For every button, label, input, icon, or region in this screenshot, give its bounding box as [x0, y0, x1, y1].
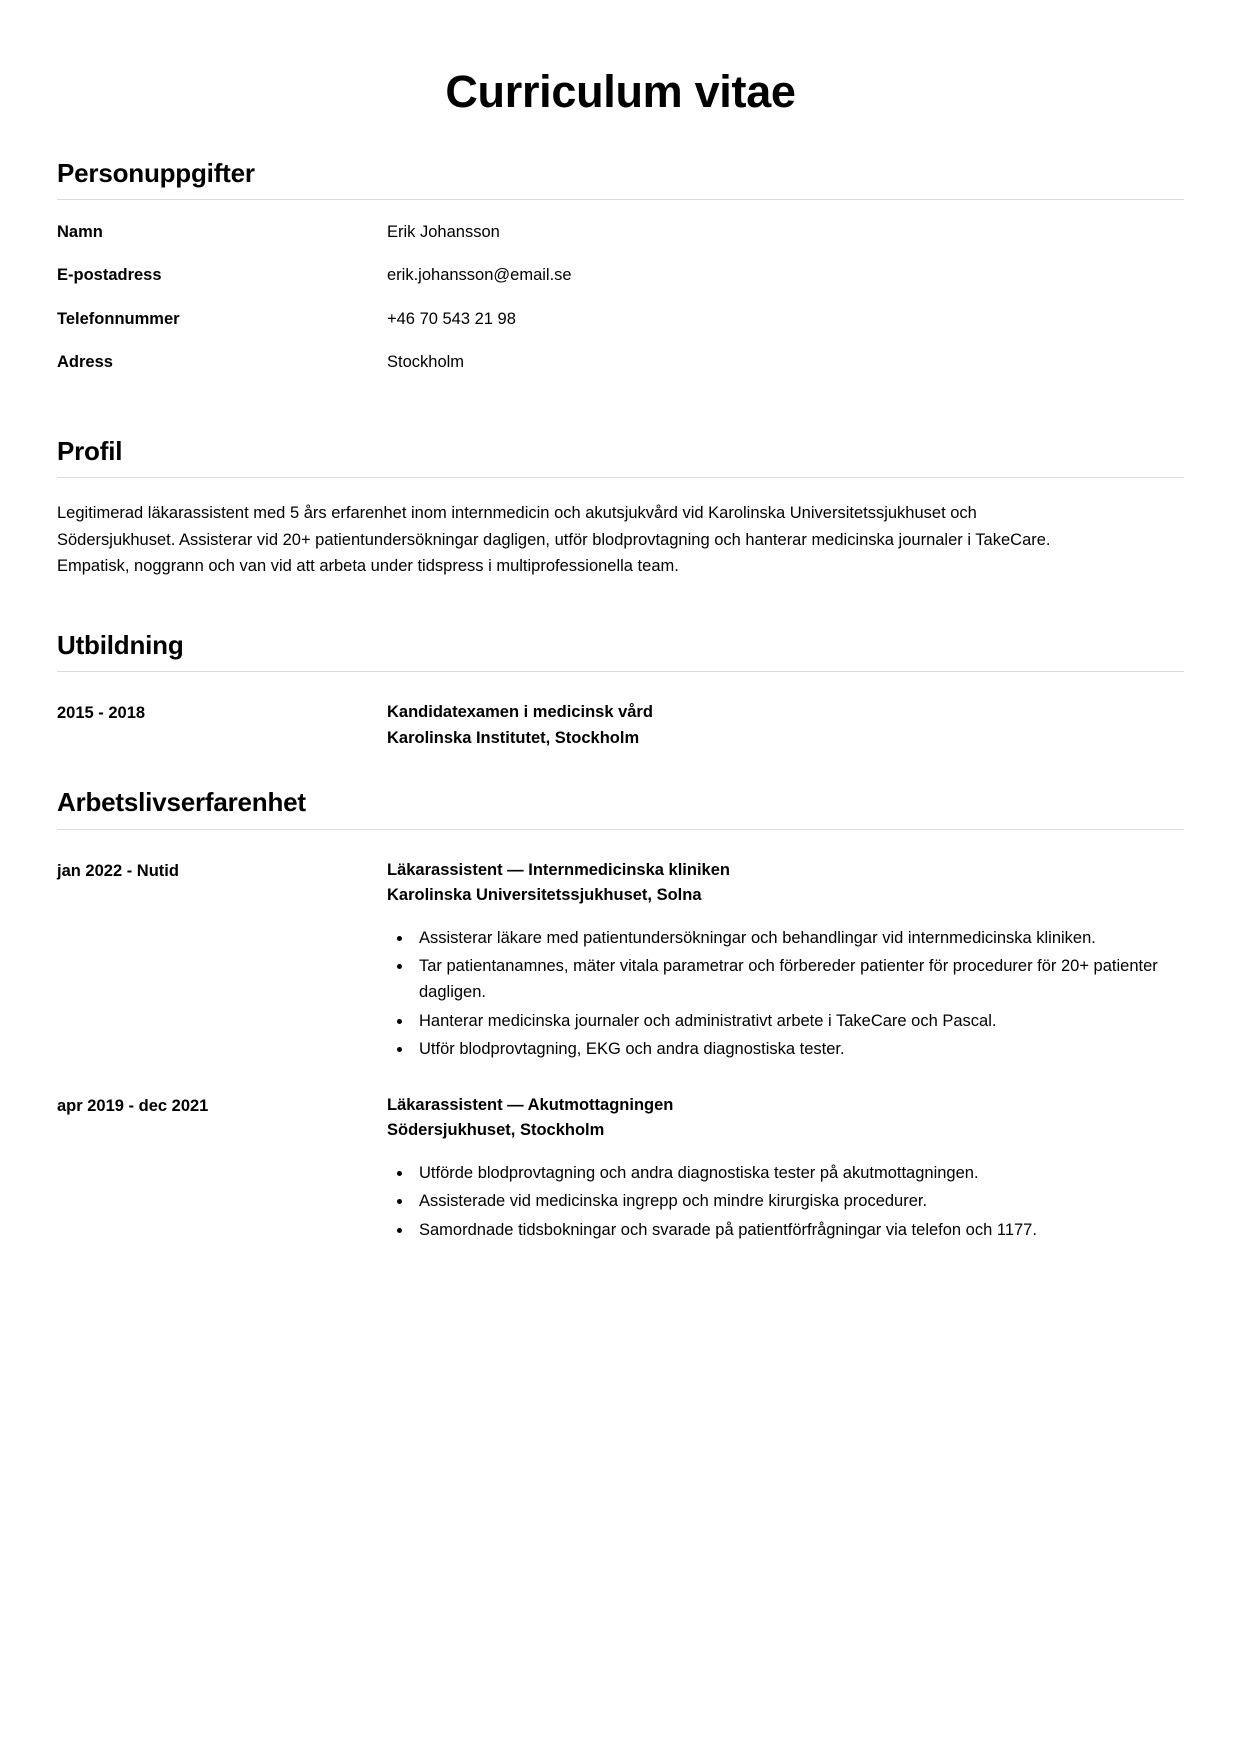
- education-entry-body: [387, 700, 1184, 751]
- detail-label-email: E-postadress: [57, 266, 162, 285]
- section-profile: [57, 436, 1184, 580]
- list-item: • Samordnade tidsbokningar och svarade på patientförfrågningar via telefon och 1177.: [413, 1217, 1184, 1243]
- education-entry-organisation: Karolinska Institutet, Stockholm: [387, 728, 640, 747]
- page-title: Curriculum vitae: [445, 66, 796, 117]
- spacer-after-education: [57, 751, 1184, 787]
- experience-entry-date: jan 2022 - Nutid: [57, 861, 179, 880]
- section-personal-details: [57, 158, 1184, 396]
- detail-value-phone: +46 70 543 21 98: [387, 309, 516, 328]
- spacer-after-title: [57, 118, 1184, 158]
- table-row: [57, 309, 1184, 352]
- detail-value-address: Stockholm: [387, 353, 465, 372]
- table-row: [57, 352, 1184, 395]
- section-experience: [57, 787, 1184, 1245]
- experience-entry-bullets: [387, 925, 1184, 1063]
- section-education: [57, 630, 1184, 751]
- detail-label-name: Namn: [57, 222, 103, 241]
- experience-entry-organisation: Södersjukhuset, Stockholm: [387, 1121, 605, 1140]
- section-heading-personal-details: Personuppgifter: [57, 157, 255, 188]
- experience-entry-title: Läkarassistent — Akutmottagningen: [387, 1095, 674, 1114]
- experience-entry-bullets: [387, 1160, 1184, 1243]
- section-divider-education: [57, 671, 1184, 672]
- section-heading-education: Utbildning: [57, 630, 184, 661]
- experience-entry-body: [387, 1093, 1184, 1245]
- experience-entry: [57, 858, 1184, 1065]
- education-entry-title: Kandidatexamen i medicinsk vård: [387, 703, 653, 722]
- section-divider-experience: [57, 829, 1184, 830]
- education-entry-date: 2015 - 2018: [57, 704, 146, 723]
- list-item: • Utförde blodprovtagning och andra diagnostiska tester på akutmottagningen.: [413, 1160, 1184, 1186]
- section-divider-personal-details: [57, 199, 1184, 200]
- list-item: • Utför blodprovtagning, EKG och andra diagnostiska tester.: [413, 1036, 1184, 1062]
- spacer-after-personal-details: [57, 396, 1184, 436]
- profile-paragraph: Legitimerad läkarassistent med 5 års erfarenhet inom internmedicin och akutsjukvård vid Karolinska Universitetssjukhuset och Södersjukhuset. Assisterar vid 20+ patientundersökningar dagligen, utför blodprovtagning och hanterar medicinska journaler i TakeCare. Empatisk, noggrann och van vid att arbeta under tidspress i multiprofessionella team.: [57, 503, 1051, 576]
- experience-entry-organisation: Karolinska Universitetssjukhuset, Solna: [387, 886, 702, 905]
- personal-details-table: [57, 222, 1184, 396]
- section-divider-profile: [57, 477, 1184, 478]
- list-item: • Assisterar läkare med patientundersökningar och behandlingar vid internmedicinska kliniken.: [413, 925, 1184, 951]
- experience-entry-body: [387, 858, 1184, 1065]
- detail-value-email: erik.johansson@email.se: [387, 266, 572, 285]
- list-item: • Assisterade vid medicinska ingrepp och mindre kirurgiska procedurer.: [413, 1188, 1184, 1214]
- experience-entry-title: Läkarassistent — Internmedicinska kliniken: [387, 860, 730, 879]
- list-item: • Hanterar medicinska journaler och administrativt arbete i TakeCare och Pascal.: [413, 1008, 1184, 1034]
- detail-value-name: Erik Johansson: [387, 222, 500, 241]
- table-row: [57, 265, 1184, 308]
- detail-label-phone: Telefonnummer: [57, 309, 180, 328]
- section-heading-experience: Arbetslivserfarenhet: [57, 787, 306, 818]
- education-entry: [57, 700, 1184, 751]
- experience-entry: [57, 1093, 1184, 1245]
- detail-label-address: Adress: [57, 353, 113, 372]
- table-row: [57, 222, 1184, 265]
- list-item: • Tar patientanamnes, mäter vitala parametrar och förbereder patienter för procedurer för 20+ patienter dagligen.: [413, 953, 1184, 1006]
- spacer-after-profile: [57, 580, 1184, 630]
- section-heading-profile: Profil: [57, 435, 123, 466]
- experience-entry-date: apr 2019 - dec 2021: [57, 1096, 209, 1115]
